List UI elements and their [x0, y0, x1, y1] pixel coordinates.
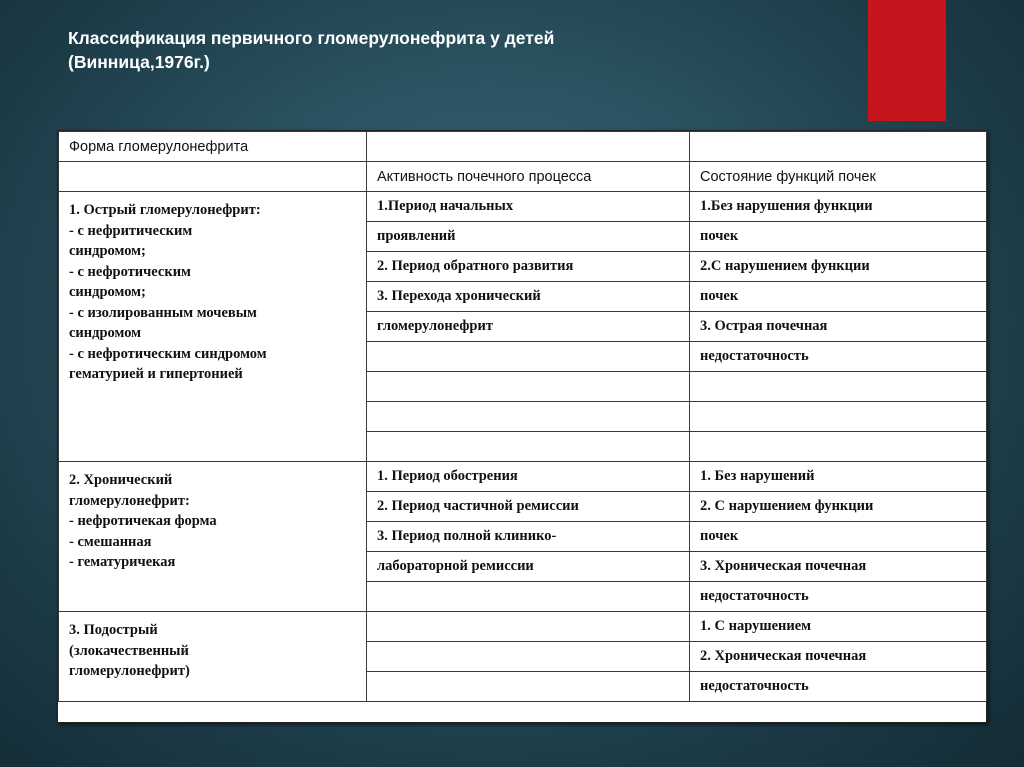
- form-line: - гематуричекая: [69, 554, 176, 570]
- activity-cell: гломерулонефрит: [367, 312, 690, 342]
- activity-cell: [367, 342, 690, 372]
- activity-cell: [367, 372, 690, 402]
- form-line: 2. Хронический: [69, 472, 173, 488]
- function-cell: недостаточность: [690, 582, 987, 612]
- activity-cell: 2. Период частичной ремиссии: [367, 492, 690, 522]
- form-line: - нефротичекая форма: [69, 513, 217, 529]
- header-empty-cell: [690, 132, 987, 162]
- form-line: - с изолированным мочевым: [69, 304, 257, 321]
- form-line: - с нефротическим синдромом: [69, 345, 267, 362]
- function-cell: 1. Без нарушений: [690, 462, 987, 492]
- activity-cell: [367, 672, 690, 702]
- activity-cell: [367, 612, 690, 642]
- form-line: гематурией и гипертонией: [69, 366, 243, 382]
- activity-cell: лабораторной ремиссии: [367, 552, 690, 582]
- function-cell: [690, 432, 987, 462]
- function-cell: недостаточность: [690, 672, 987, 702]
- table-row: [59, 612, 987, 642]
- classification-table: [57, 130, 987, 723]
- function-cell: 3. Хроническая почечная: [690, 552, 987, 582]
- form-line: гломерулонефрит:: [69, 492, 190, 509]
- table-row: [59, 462, 987, 492]
- header-activity: Активность почечного процесса: [367, 162, 690, 192]
- function-cell: [690, 402, 987, 432]
- form-cell: [59, 462, 367, 612]
- activity-cell: [367, 642, 690, 672]
- function-cell: недостаточность: [690, 342, 987, 372]
- activity-cell: 3. Перехода хронический: [367, 282, 690, 312]
- table-row: [59, 192, 987, 222]
- form-line: 1. Острый гломерулонефрит:: [69, 202, 261, 218]
- slide-title: [68, 26, 768, 74]
- form-line: синдромом;: [69, 243, 146, 259]
- activity-cell: проявлений: [367, 222, 690, 252]
- header-empty-cell: [59, 162, 367, 192]
- form-line: - с нефритическим: [69, 222, 193, 239]
- function-cell: 2.С нарушением функции: [690, 252, 987, 282]
- function-cell: 3. Острая почечная: [690, 312, 987, 342]
- form-line: - с нефротическим: [69, 263, 191, 280]
- header-function: Состояние функций почек: [690, 162, 987, 192]
- activity-cell: 1.Период начальных: [367, 192, 690, 222]
- activity-cell: [367, 432, 690, 462]
- form-line: (злокачественный: [69, 642, 189, 659]
- form-line: 3. Подострый: [69, 622, 158, 638]
- form-cell: [59, 192, 367, 462]
- title-line-2: (Винница,1976г.): [68, 52, 210, 72]
- function-cell: почек: [690, 522, 987, 552]
- function-cell: 1. С нарушением: [690, 612, 987, 642]
- function-cell: 1.Без нарушения функции: [690, 192, 987, 222]
- activity-cell: 1. Период обострения: [367, 462, 690, 492]
- header-row-2: [59, 162, 987, 192]
- header-form: Форма гломерулонефрита: [59, 132, 367, 162]
- activity-cell: 3. Период полной клинико-: [367, 522, 690, 552]
- function-cell: 2. С нарушением функции: [690, 492, 987, 522]
- header-row-1: [59, 132, 987, 162]
- title-line-1: Классификация первичного гломерулонефрита у детей: [68, 28, 555, 48]
- activity-cell: [367, 402, 690, 432]
- form-line: синдромом: [69, 325, 142, 341]
- function-cell: почек: [690, 282, 987, 312]
- activity-cell: [367, 582, 690, 612]
- form-line: синдромом;: [69, 284, 146, 300]
- header-empty-cell: [367, 132, 690, 162]
- form-line: гломерулонефрит): [69, 663, 190, 679]
- function-cell: почек: [690, 222, 987, 252]
- function-cell: [690, 372, 987, 402]
- activity-cell: 2. Период обратного развития: [367, 252, 690, 282]
- function-cell: 2. Хроническая почечная: [690, 642, 987, 672]
- red-accent-block: [868, 0, 946, 121]
- form-line: - смешанная: [69, 533, 152, 550]
- form-cell: [59, 612, 367, 702]
